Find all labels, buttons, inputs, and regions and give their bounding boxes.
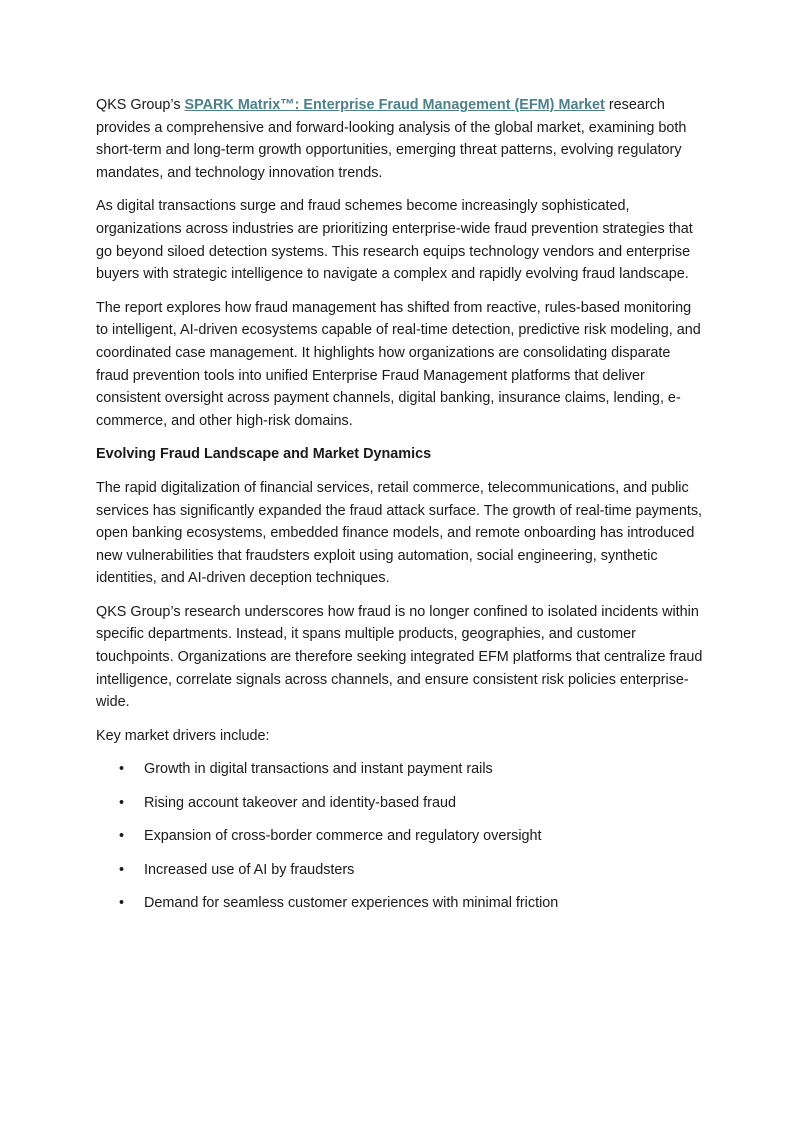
bullet-icon: • <box>119 828 125 845</box>
key-drivers-list <box>96 758 706 914</box>
paragraph-key-drivers-intro: Key market drivers include: <box>96 727 270 744</box>
intro-suffix: research provides a comprehensive and forward-looking analysis of the global market, examining both short-term and long-term growth opportunities, emerging threat patterns, evolving regulatory mandates, and technology innovation trends. <box>96 97 687 181</box>
list-item-text: Demand for seamless customer experiences with minimal friction <box>144 895 559 911</box>
paragraph-rapid-digitalization: The rapid digitalization of financial services, retail commerce, telecommunications, and public services has significantly expanded the fraud attack surface. The growth of real-time payments, open banking ecosystems, embedded finance models, and remote onboarding has introduced new vulnerabilities that fraudsters exploit using automation, social engineering, synthetic identities, and AI-driven deception techniques. <box>96 479 703 587</box>
list-item <box>96 792 706 815</box>
bullet-icon: • <box>119 794 125 811</box>
document-page <box>96 94 706 925</box>
paragraph-report-explores: The report explores how fraud management has shifted from reactive, rules-based monitoring to intelligent, AI-driven ecosystems capable of real-time detection, predictive risk modeling, and coordinated case management. It highlights how organizations are consolidating disparate fraud prevention tools into unified Enterprise Fraud Management platforms that deliver consistent oversight across payment channels, digital banking, insurance claims, lending, e-commerce, and other high-risk domains. <box>96 299 701 429</box>
intro-paragraph <box>96 94 706 184</box>
list-item <box>96 859 706 882</box>
paragraph-research-underscores: QKS Group’s research underscores how fraud is no longer confined to isolated incidents within specific departments. Instead, it spans multiple products, geographies, and customer touchpoints. Organizations are therefore seeking integrated EFM platforms that centralize fraud intelligence, correlate signals across channels, and ensure consistent risk policies enterprise-wide. <box>96 603 703 711</box>
section-heading: Evolving Fraud Landscape and Market Dynamics <box>96 446 432 463</box>
bullet-icon: • <box>119 861 125 878</box>
list-item-text: Growth in digital transactions and instant payment rails <box>144 761 493 778</box>
intro-prefix: QKS Group’s <box>96 97 185 113</box>
list-item-text: Expansion of cross-border commerce and regulatory oversight <box>144 828 542 845</box>
spark-matrix-link[interactable]: SPARK Matrix™: Enterprise Fraud Management (EFM) Market <box>184 97 605 113</box>
list-item-text: Rising account takeover and identity-based fraud <box>144 794 456 811</box>
list-item <box>96 825 706 848</box>
list-item-text: Increased use of AI by fraudsters <box>144 861 355 878</box>
paragraph-digital-transactions: As digital transactions surge and fraud schemes become increasingly sophisticated, organizations across industries are prioritizing enterprise-wide fraud prevention strategies that go beyond siloed detection systems. This research equips technology vendors and enterprise buyers with strategic intelligence to navigate a complex and rapidly evolving fraud landscape. <box>96 198 693 283</box>
list-item <box>96 758 706 781</box>
list-item <box>96 892 706 915</box>
bullet-icon: • <box>119 895 125 911</box>
bullet-icon: • <box>119 761 125 778</box>
